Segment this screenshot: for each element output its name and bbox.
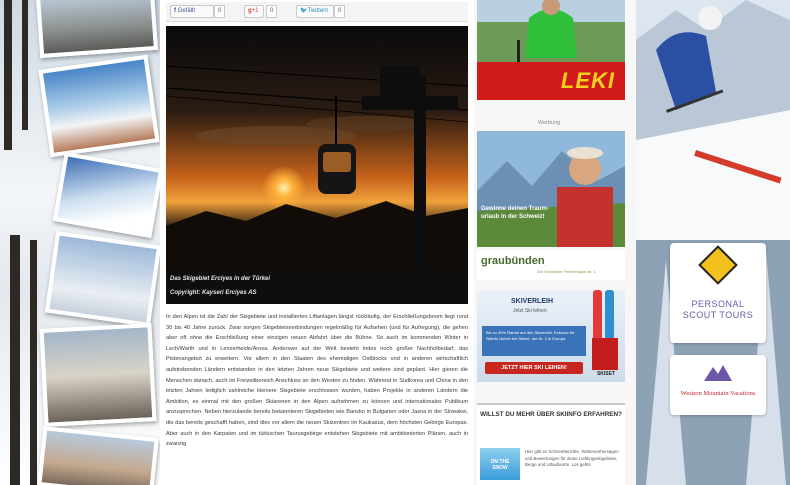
personal-scout-tours-text: PERSONAL SCOUT TOURS (682, 299, 754, 320)
google-plus-icon: g (248, 8, 252, 14)
social-share-bar (166, 2, 468, 22)
twitter-button[interactable]: 🐦Twittern (296, 5, 334, 18)
skiverleih-subtitle: Jetzt Ski leihen (513, 308, 547, 314)
photo-town-people (40, 323, 157, 427)
skiinfo-promo-text: Hier gibt es Schneeberichte, Wettervorhersagen und Bewertungen für deine Lieblingsskigebiete, Berge und Urlaubsorte. Los gehts (525, 449, 619, 467)
hero-gondola-sunset-photo (166, 26, 468, 270)
hero-pylon-top (380, 66, 420, 96)
photo-village (37, 426, 159, 485)
hero-pylon-crossbar (362, 96, 458, 110)
leki-logo-strip (477, 62, 625, 100)
hero-caption: Das Skigebiet Erciyes in der Türkei (170, 276, 271, 282)
mountain-icon (704, 363, 732, 381)
hero-copyright: Copyright: Kayseri Erciyes AS (170, 290, 257, 296)
skiinfo-promo-box (477, 403, 625, 485)
hero-cloud (306, 116, 426, 132)
left-photo-collage (0, 0, 160, 485)
onthesnow-logo[interactable] (480, 448, 520, 480)
photo-church-mountain (38, 55, 159, 157)
skiverleih-offer-box (482, 326, 586, 356)
graubuenden-sub: Die Schweizer Ferienregion Nr. 1 (537, 269, 596, 274)
photo-snowy-peaks (53, 152, 160, 238)
twitter-icon: 🐦 (300, 8, 308, 14)
werbung-label: Werbung (537, 120, 561, 126)
skier-photo (636, 0, 790, 240)
graubuenden-logo-row (477, 250, 625, 280)
tree-trunk (22, 0, 28, 130)
skiverleih-title: SKIVERLEIH (511, 298, 554, 305)
graubuenden-slogan: Gewinne deinen Traum-urlaub in der Schweiz! (481, 206, 549, 220)
ads-column (474, 0, 636, 485)
graubuenden-ad[interactable] (477, 131, 625, 247)
onthesnow-logo-text: ON THE SNOW (490, 459, 510, 471)
leki-skier-jacket (525, 9, 577, 58)
skiinfo-promo-title: WILLST DU MEHR ÜBER SKIINFO ERFAHREN? (480, 411, 622, 418)
mountain-icon-peaks (704, 365, 732, 381)
skiset-logo: SKISET (596, 371, 616, 377)
article-column (160, 0, 474, 485)
skiverleih-cta-button[interactable]: JETZT HIER SKI LEIHEN! (485, 362, 583, 374)
leki-ad-banner[interactable] (477, 0, 625, 100)
article-body: In den Alpen ist die Zahl der Skigebiete und installierten Liftanlagen längst rückläufig, der Erschließungsboom liegt rund 30 bis 40 Jahre zurück. Zwar sorgen Skigebietsverbindungen regelmäßig für Aufsehen (und für Aufregung), die gehen aber oft ohne die Erschließung einer einzigen neuen Abfahrt über die Bühne. So auch im kommenden Winter in Lech/Warth und in Lenzerheide/Arosa. Anderswo auf der Welt besteht indes noch großer Nachholbedarf, das Pistenangebot zu erweitern. Vor allem in den Staaten des ehemaligen Ostblocks und in anderen wirtschaftlich aufstrebenden Ländern entstanden in den letzten Jahren neue Skigebiete und weitere sind geplant. Hier gieren die Menschen danach, auch im Freizeitbereich Anschluss an den Westen zu finden. Während in Südkorea und China in den letzten Jahren lediglich zahlreiche kleinere Skigebiete erschlossen wurden, haben Projekte in anderen Ländern die Ambition, es einmal mit den großen Skiarenen in den Alpen aufnehmen zu können und internationales Publikum anzusprechen. Neben hierzulande bereits bekannteren Skigebieten wie Bansko in Bulgarien oder Jasna in der Slowakei, die das bereits geschafft haben, sind dies vor allem die neuen Skizentren im Kaukasus, dem höchsten Gebirge Europas. Aber auch in den Karpaten und im türkischen Taurusgebirge entstehen Skigebiete mit ambitionierten Plänen, auch in zwanzig (166, 314, 468, 448)
graubuenden-logo: graubünden (481, 255, 545, 267)
skier-helmet (698, 6, 722, 30)
leki-ad-photo (477, 0, 625, 64)
hero-gondola-window (323, 152, 351, 172)
western-mountain-vacations-text: Western Mountain Vacations (680, 390, 756, 397)
google-plus-button[interactable]: g+1 (244, 5, 264, 18)
personal-scout-tours-ad[interactable] (670, 243, 766, 343)
sun-icon (262, 166, 306, 210)
skiset-logo-icon (592, 338, 618, 370)
tree-trunk (10, 235, 20, 485)
twitter-count: 0 (334, 5, 345, 18)
tree-trunk (4, 0, 12, 150)
graubuenden-ad-photo (477, 131, 625, 247)
photo-helicopter (45, 231, 160, 327)
hero-image-gondola-sunset (166, 26, 468, 270)
leki-logo: LEKI (560, 68, 615, 93)
graubuenden-man-hat (567, 147, 603, 159)
graubuenden-man-shirt (557, 187, 613, 247)
google-plus-count: 0 (266, 5, 277, 18)
western-mountain-vacations-ad[interactable] (670, 355, 766, 415)
tree-trunk (30, 240, 37, 485)
facebook-icon: f (174, 8, 176, 14)
skiverleih-ad[interactable] (477, 290, 625, 382)
leki-ski-pole (517, 40, 520, 64)
facebook-like-button[interactable]: f Gefällt (170, 5, 214, 18)
hero-caption-box (166, 270, 468, 304)
scout-sign-icon (698, 245, 738, 285)
facebook-count: 0 (214, 5, 225, 18)
skiverleih-offer: Bis zu 40% Rabatt auf den Skiverleih. Exklusiv für Skiinfo Nutzer bei Skiset, der Nr. 1 in Europa (486, 330, 575, 341)
photo-town-street (36, 0, 158, 58)
